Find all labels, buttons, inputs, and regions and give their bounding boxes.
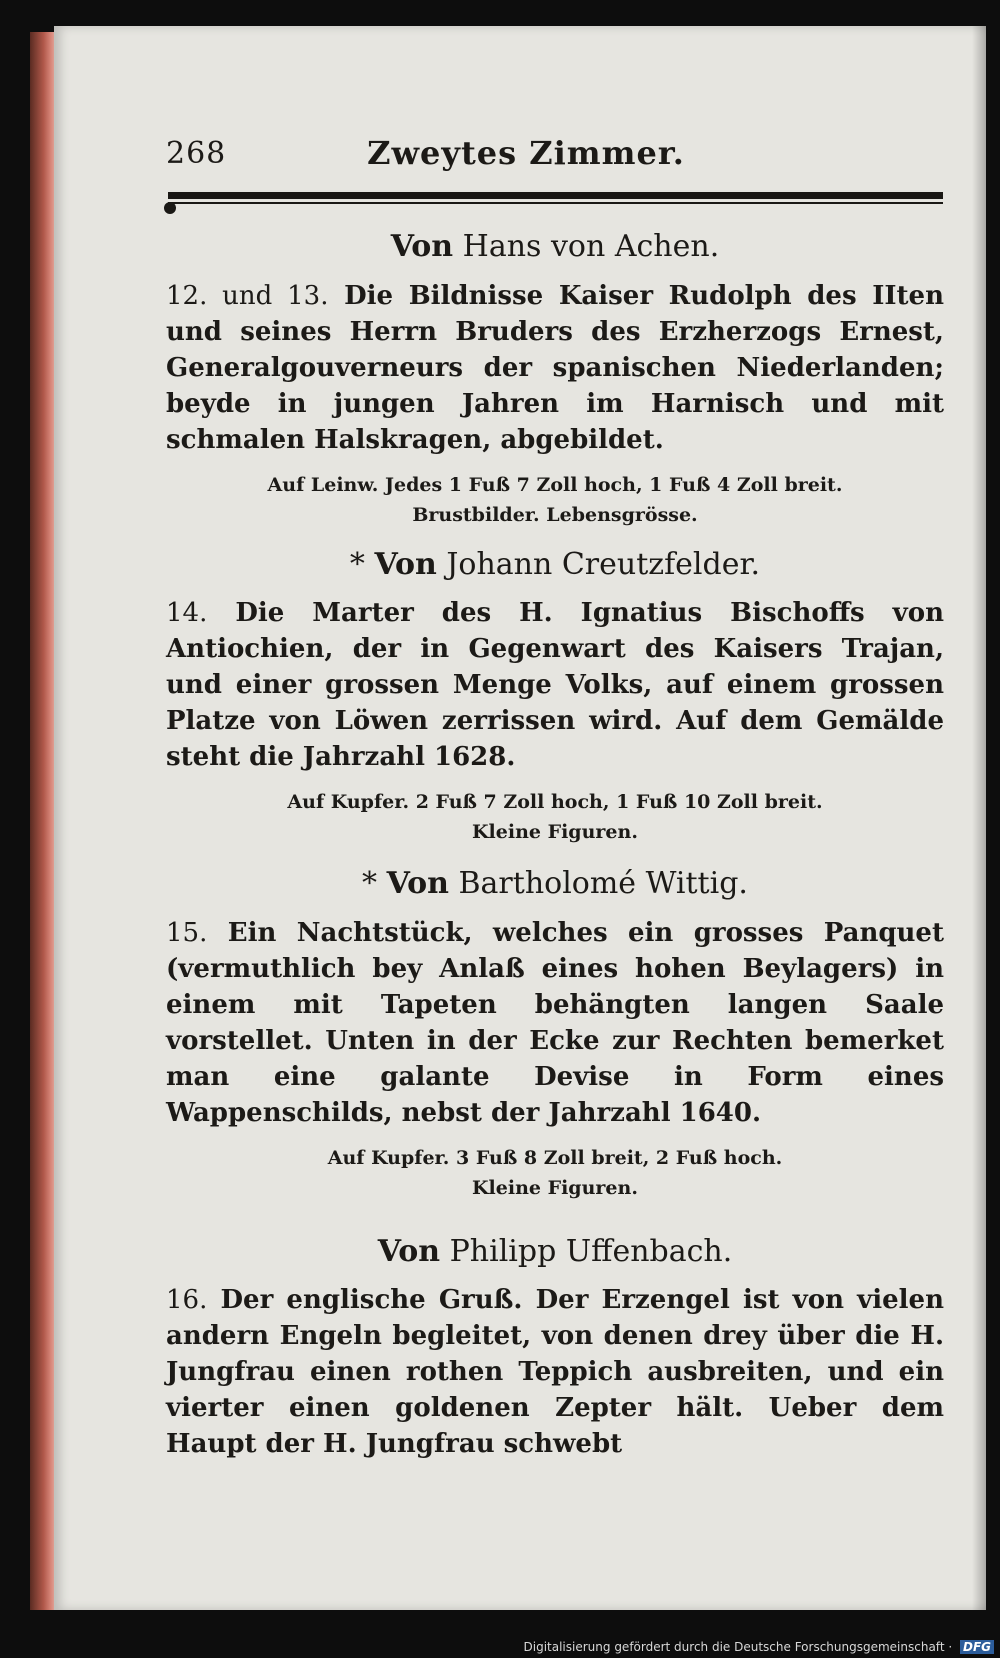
heading-von: Von — [390, 229, 454, 264]
artist-heading — [166, 546, 944, 584]
entry-note-type: Kleine Figuren. — [472, 821, 638, 843]
entry-note — [166, 1143, 944, 1203]
artist-name: Bartholomé Wittig. — [458, 866, 748, 901]
entry-note-dimensions: Auf Leinw. Jedes 1 Fuß 7 Zoll hoch, 1 Fuß 4 Zoll breit. — [267, 473, 843, 496]
artist-name: Hans von Achen. — [462, 229, 720, 264]
entry-number: 16. — [166, 1285, 208, 1315]
entry-number: 14. — [166, 598, 208, 628]
dfg-logo: DFG — [960, 1640, 994, 1654]
entry-number: 12. und 13. — [166, 280, 329, 311]
entry-note-dimensions: Auf Kupfer. 2 Fuß 7 Zoll hoch, 1 Fuß 10 Zoll breit. — [287, 791, 823, 813]
entry-number: 15. — [166, 917, 208, 948]
footer-text: Digitalisierung gefördert durch die Deutsche Forschungsgemeinschaft · — [523, 1640, 953, 1654]
heading-von: Von — [386, 866, 449, 901]
running-head: Zweytes Zimmer. — [367, 134, 685, 172]
artist-heading — [166, 228, 944, 266]
artist-name: Philipp Uffenbach. — [449, 1233, 733, 1269]
entry-note-type: Kleine Figuren. — [472, 1176, 638, 1199]
catalog-entry — [166, 915, 944, 1131]
header-rule — [168, 192, 943, 204]
entry-note-type: Brustbilder. Lebensgrösse. — [412, 503, 698, 526]
entry-text: Die Bildnisse Kaiser Rudolph des IIten und seines Herrn Bruders des Erzherzogs Ernest, Generalgouverneurs der spanischen Niederlanden; beyde in jungen Jahren im Harnisch und mit schmalen Halskragen, abgebildet. — [166, 280, 944, 455]
entry-text: Ein Nachtstück, welches ein grosses Panquet (vermuthlich bey Anlaß eines hohen Beylagers) in einem mit Tapeten behängten langen Saale vorstellet. Unten in der Ecke zur Rechten bemerket man eine galante Devise in Form eines Wappenschilds, nebst der Jahrzahl 1640. — [166, 917, 944, 1128]
digitization-footer — [524, 1640, 994, 1654]
page-number: 268 — [166, 136, 227, 171]
entry-note — [166, 470, 944, 530]
entry-text: Der englische Gruß. Der Erzengel ist von vielen andern Engeln begleitet, von denen drey über die H. Jungfrau einen rothen Teppich ausbreiten, und ein vierter einen goldenen Zepter hält. Ueber dem Haupt der H. Jungfrau schwebt — [166, 1285, 944, 1459]
entry-note — [166, 787, 944, 847]
entry-note-dimensions: Auf Kupfer. 3 Fuß 8 Zoll breit, 2 Fuß hoch. — [327, 1146, 783, 1169]
page-body — [166, 228, 944, 1462]
heading-star: * — [349, 546, 365, 582]
catalog-entry — [166, 595, 944, 775]
catalog-entry — [166, 278, 944, 458]
heading-star: * — [362, 866, 378, 901]
heading-von: Von — [374, 546, 437, 582]
artist-name: Johann Creutzfelder. — [446, 546, 761, 582]
entry-text: Die Marter des H. Ignatius Bischoffs von Antiochien, der in Gegenwart des Kaisers Trajan, und einer grossen Menge Volks, auf einem grossen Platze von Löwen zerrissen wird. Auf dem Gemälde steht die Jahrzahl 1628. — [166, 598, 944, 772]
heading-von: Von — [377, 1233, 441, 1269]
page-header — [166, 120, 946, 180]
rule-dot-ornament — [164, 202, 176, 214]
catalog-entry — [166, 1282, 944, 1462]
artist-heading — [166, 865, 944, 903]
page-gutter-shadow — [972, 26, 986, 1610]
artist-heading — [166, 1233, 944, 1271]
